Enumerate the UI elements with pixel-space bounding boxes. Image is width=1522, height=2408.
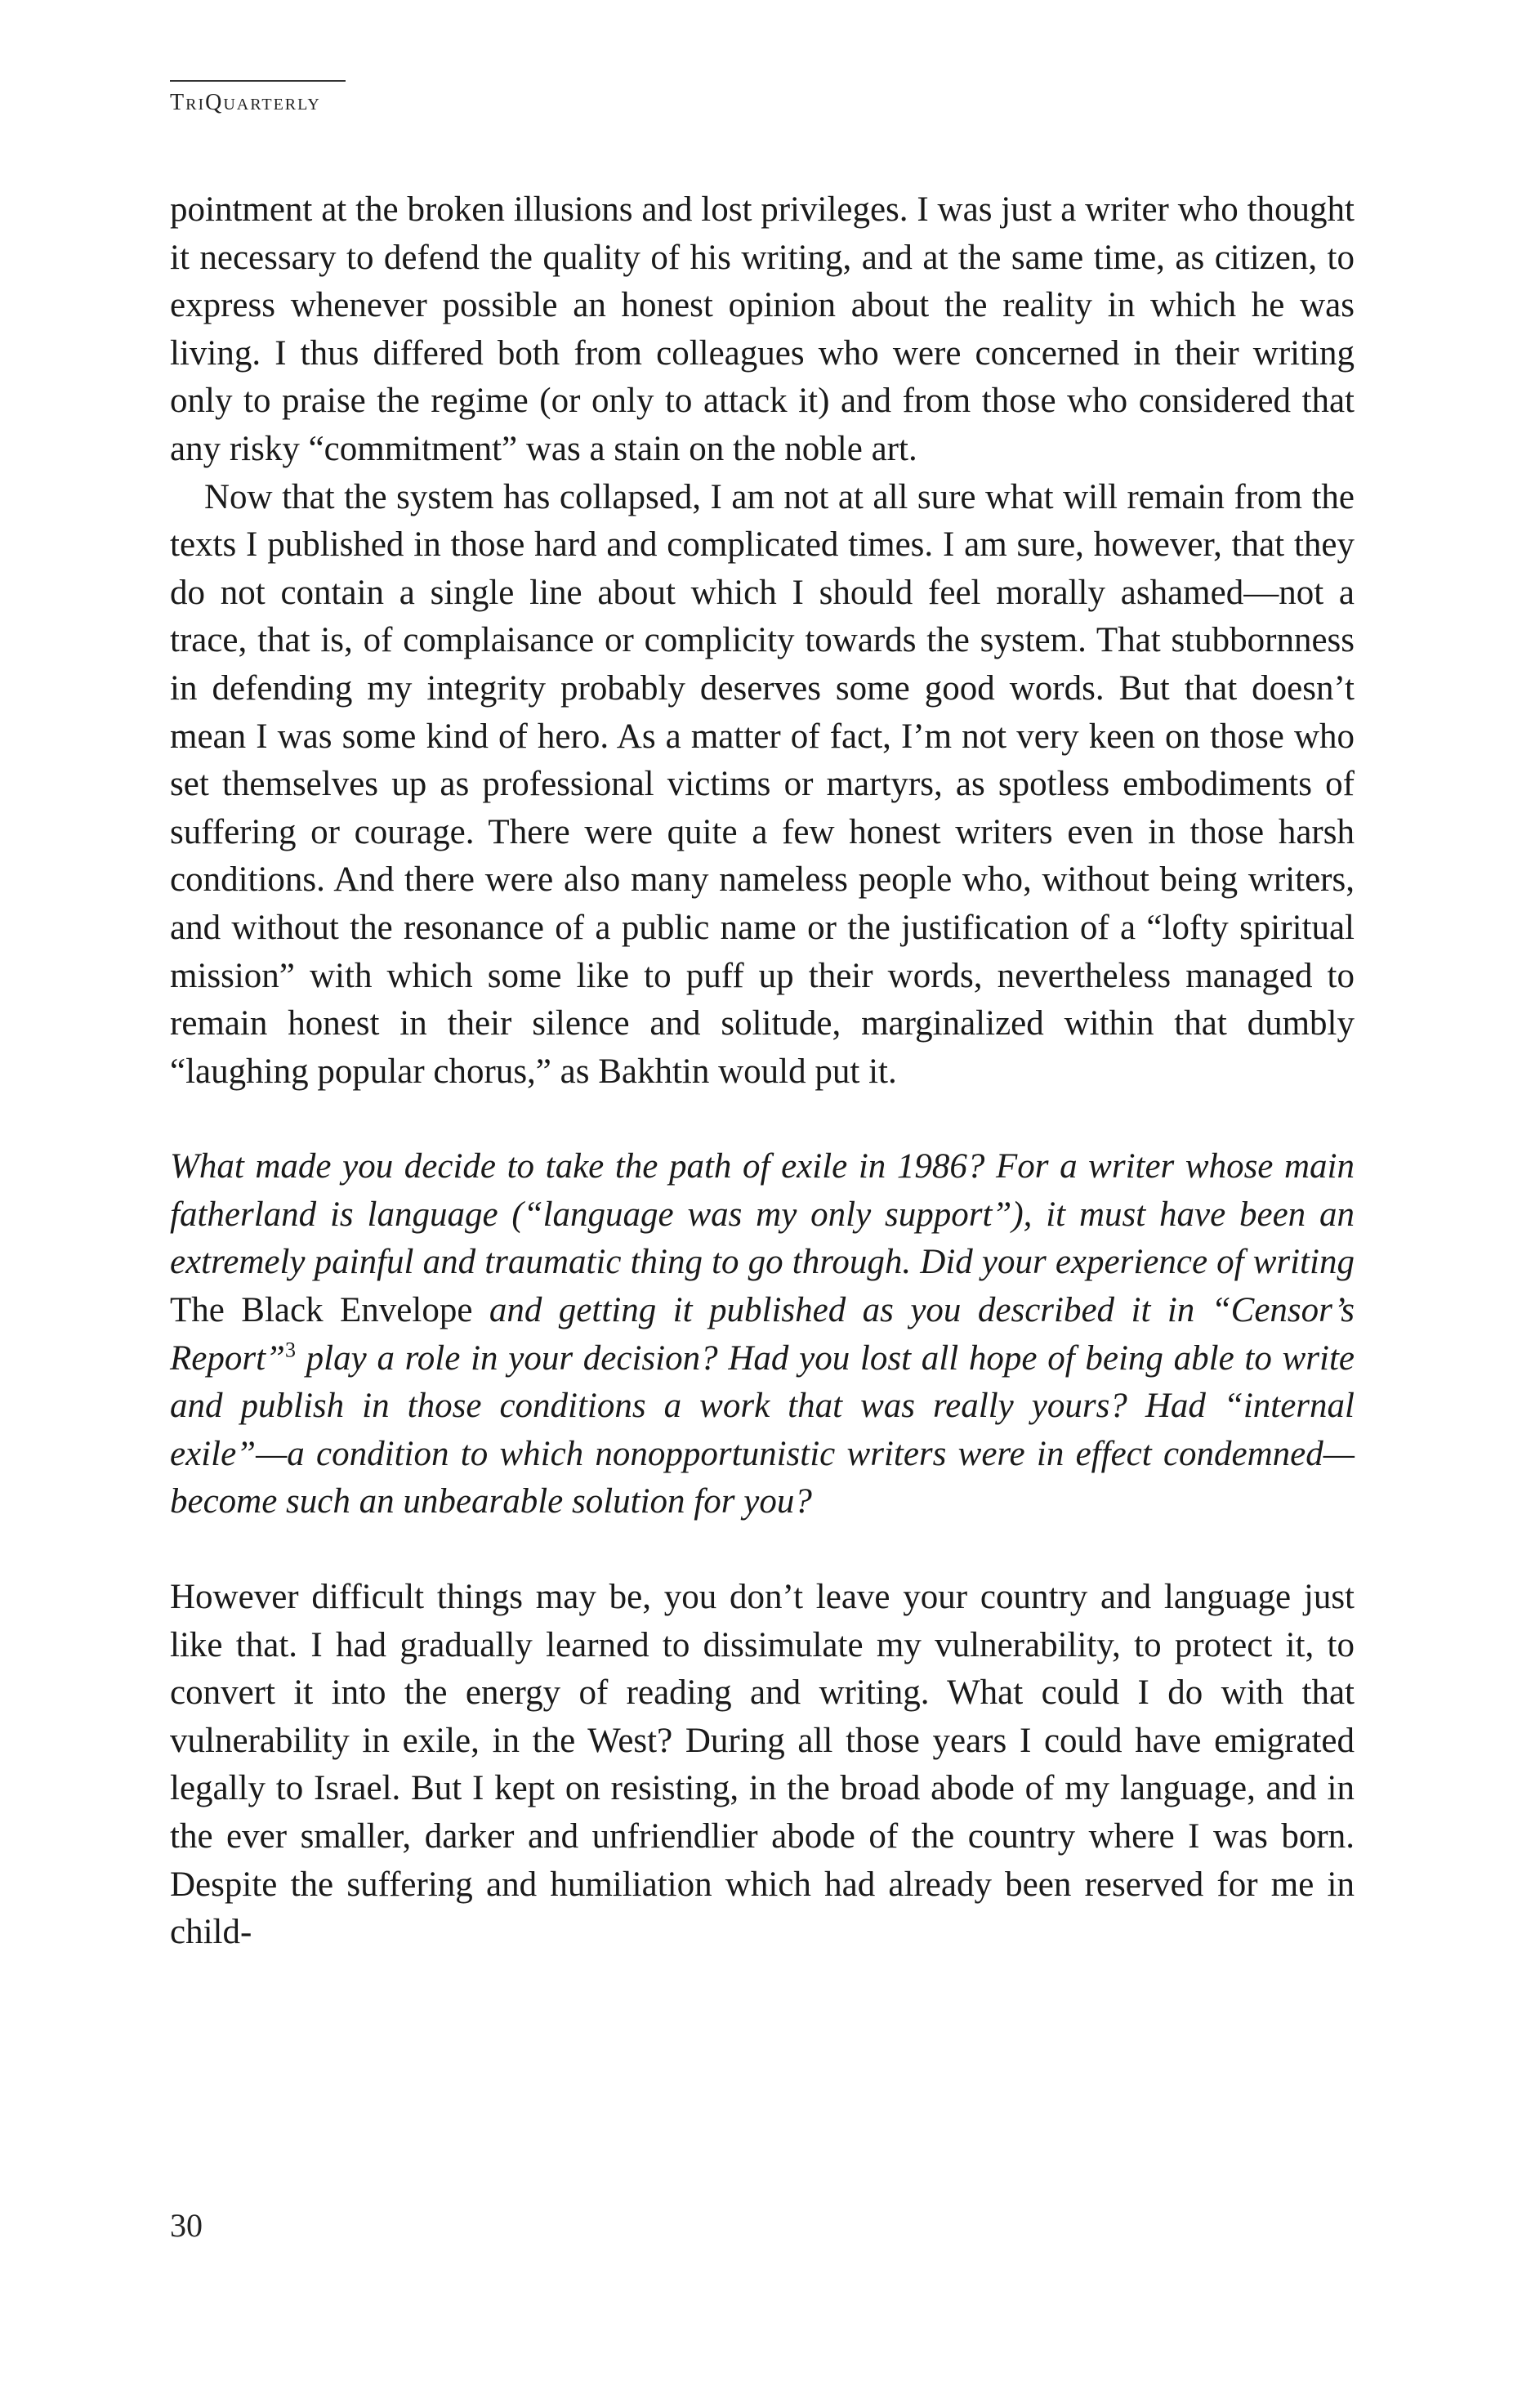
footnote-marker: 3 — [284, 1338, 296, 1362]
interview-question — [170, 1143, 1355, 1526]
question-text-2: and getting it published as you described it in “Censor’s Report” — [170, 1291, 1355, 1378]
paragraph-continued: pointment at the broken illusions and lost privileges. I was just a writer who thought it necessary to defend the quality of his writing, and at the same time, as citizen, to express whenever possible an honest opinion about the reality in which he was living. I thus differed both from colleagues who were concerned in their writing only to praise the regime (or only to attack it) and from those who considered that any risky “commitment” was a stain on the noble art. — [170, 190, 1355, 468]
page-number: 30 — [170, 2207, 203, 2244]
book-title: The Black Envelope — [170, 1291, 473, 1330]
journal-title: TriQuarterly — [170, 90, 321, 115]
question-text-1: What made you decide to take the path of exile in 1986? For a writer whose main fatherland is language (“language was my only support”), it must have been an extremely painful and traumatic thing to go through. Did your experience of writing — [170, 1147, 1355, 1282]
interview-answer: However difficult things may be, you don’t leave your country and language just like that. I had gradually learned to dissimulate my vulnerability, to protect it, to convert it into the energy of reading and writing. What could I do with that vulnerability in exile, in the West? During all those years I could have emigrated legally to Israel. But I kept on resisting, in the broad abode of my language, and in the ever smaller, darker and unfriendlier abode of the country where I was born. Despite the suffering and humiliation which had already been reserved for me in child- — [170, 1578, 1355, 1952]
question-text-3: play a role in your decision? Had you lost all hope of being able to write and publish in those conditions a work that was really yours? Had “internal exile”—a condition to which nonopportunistic writers were in effect condemned—become such an unbearable solution for you? — [170, 1338, 1355, 1521]
running-head — [170, 80, 350, 116]
header-rule — [170, 80, 346, 82]
paragraph-system-collapsed: Now that the system has collapsed, I am not at all sure what will remain from the texts I published in those hard and complicated times. I am sure, however, that they do not contain a single line about which I should feel morally ashamed—not a trace, that is, of complaisance or complicity towards the system. That stubbornness in defending my integrity probably deserves some good words. But that doesn’t mean I was some kind of hero. As a matter of fact, I’m not very keen on those who set themselves up as professional victims or martyrs, as spotless embodiments of suffering or courage. There were quite a few honest writers even in those harsh conditions. And there were also many nameless people who, without being writers, and without the resonance of a public name or the justification of a “lofty spiritual mission” with which some like to puff up their words, nevertheless managed to remain honest in their silence and solitude, marginalized within that dumbly “laughing popular chorus,” as Bakhtin would put it. — [170, 477, 1355, 1091]
body-text — [170, 186, 1355, 1957]
